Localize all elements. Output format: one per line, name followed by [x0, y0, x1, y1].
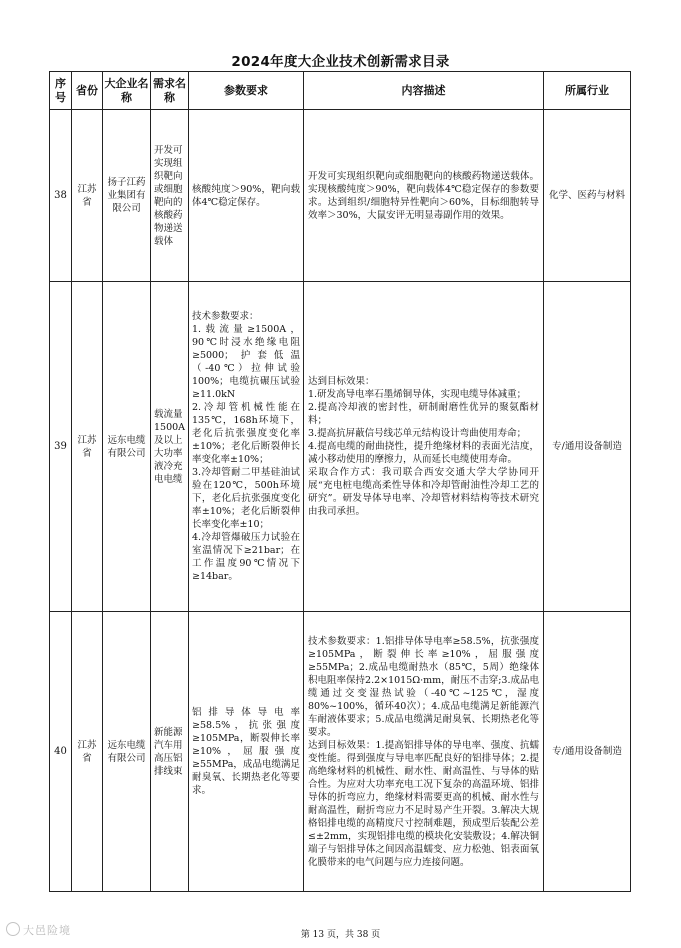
params-line: 2.冷却管机械性能在135℃，168h环境下，老化后抗张强度变化率±10%；老化后断裂伸长率变化率±10%； [192, 402, 300, 465]
row-industry: 化学、医药与材料 [548, 190, 625, 201]
description-line: 3.提高抗屏蔽信号线芯单元结构设计弯曲使用寿命； [308, 428, 527, 439]
row-company: 远东电缆有限公司 [107, 434, 146, 459]
row-params: 核酸纯度＞90%，靶向载体4℃稳定保存。 [192, 183, 300, 208]
header-description: 内容描述 [304, 72, 544, 110]
header-demand: 需求名称 [151, 72, 189, 110]
document-title: 2024年度大企业技术创新需求目录 [231, 54, 450, 70]
row-company: 扬子江药业集团有限公司 [107, 177, 146, 214]
demand-table [49, 71, 631, 892]
row-description [304, 375, 543, 518]
page-footer: 第 13 页，共 38 页 [300, 930, 381, 940]
row-province: 江苏省 [77, 183, 97, 208]
params-line: 1.载流量≥1500A，90℃时浸水绝缘电阻≥5000；护套低温（-40℃）拉伸试验100%；电缆抗碾压试验≥11.0kN [192, 324, 300, 400]
row-demand: 新能源汽车用高压铝排线束 [154, 726, 183, 777]
header-params: 参数要求 [189, 72, 304, 110]
row-params [189, 310, 303, 583]
row-description: 开发可实现组织靶向或细胞靶向的核酸药物递送载体。实现核酸纯度＞90%，靶向载体4℃稳定保存的参数要求。达到组织/细胞特异性靶向＞60%，目标细胞转导效率＞30%，大鼠安评无明显毒副作用的效果。 [308, 170, 539, 221]
table-header-row [50, 72, 631, 110]
row-seq: 39 [50, 282, 72, 612]
header-industry: 所属行业 [544, 72, 631, 110]
params-line: 3.冷却管耐二甲基硅油试验在120℃，500h环境下，老化后抗张强度变化率±10%；老化后断裂伸长率变化率±10； [192, 467, 300, 530]
row-industry: 专/通用设备制造 [552, 441, 622, 452]
description-line: 技术参数要求：1.铝排导体导电率≥58.5%，抗张强度≥105MPa，断裂伸长率≥10%，屈服强度≥55MPa；2.成品电缆耐热水（85℃，5周）绝缘体积电阻率保持2.2×1015Ω·mm，耐压不击穿;3.成品电缆通过交变湿热试验（-40℃~125℃，湿度80%~100%，循环40次）；4.成品电缆满足新能源汽车耐液体要求；5.成品电缆满足耐臭氧、长期热老化等要求。 [308, 635, 539, 738]
params-line: 4.冷却管爆破压力试验在室温情况下≥21bar；在工作温度90℃情况下≥14bar。 [192, 532, 300, 582]
description-line: 采取合作方式：我司联合西安交通大学大学协同开展“充电桩电缆高柔性导体和冷却管耐油性冷却工艺的研究”。研发导体导电率、冷却管材料结构等技术研究由我司承担。 [308, 467, 539, 517]
row-seq: 40 [50, 612, 72, 892]
table-row [50, 282, 631, 612]
description-line: 达到目标效果： [308, 376, 375, 387]
description-line: 2.提高冷却液的密封性，研制耐磨性优异的聚氨酯材料； [308, 402, 539, 426]
row-params: 铝排导体导电率≥58.5%，抗张强度≥105MPa，断裂伸长率≥10%，屈服强度≥55MPa，成品电缆满足耐臭氧、长期热老化等要求。 [192, 707, 300, 796]
row-seq: 38 [50, 110, 72, 282]
description-line: 达到目标效果：1.提高铝排导体的导电率、强度、抗蠕变性能。得到强度与导电率匹配良好的铝排导体；2.提高绝缘材料的机械性、耐水性、耐高温性、与导体的贴合性。为应对大功率充电工况下复杂的高温环境、铝排导体的折弯应力，绝缘材料需要更高的机械、耐水性与耐高温性，耐折弯应力不足时易产生开裂。3.解决大规格铝排电缆的高精度尺寸控制难题，预成型后装配公差≤±2mm，实现铝排电缆的模块化安装敷设；4.解决铜端子与铝排导体之间因高温蠕变、应力松弛、铝表面氧化膜带来的电气问题与应力连接问题。 [308, 739, 539, 868]
row-company: 远东电缆有限公司 [107, 739, 146, 764]
row-province: 江苏省 [77, 434, 97, 459]
params-line: 技术参数要求： [192, 311, 259, 322]
header-seq: 序号 [50, 72, 72, 110]
row-demand: 载流量1500A及以上大功率液冷充电电缆 [154, 408, 186, 485]
row-industry: 专/通用设备制造 [552, 746, 622, 757]
watermark-text: 大邑险境 [23, 924, 71, 937]
row-description [304, 635, 543, 869]
header-company: 大企业名称 [103, 72, 151, 110]
header-province: 省份 [72, 72, 103, 110]
table-row [50, 110, 631, 282]
description-line: 1.研发高导电率石墨烯铜导体，实现电缆导体减重； [308, 389, 527, 400]
row-demand: 开发可实现组织靶向或细胞靶向的核酸药物递送载体 [154, 144, 183, 247]
description-line: 4.提高电缆的耐曲挠性，提升绝缘材料的表面光洁度，减小移动使用的摩擦力，从而延长电缆使用寿命。 [308, 441, 539, 465]
table-row [50, 612, 631, 892]
row-province: 江苏省 [77, 739, 97, 764]
